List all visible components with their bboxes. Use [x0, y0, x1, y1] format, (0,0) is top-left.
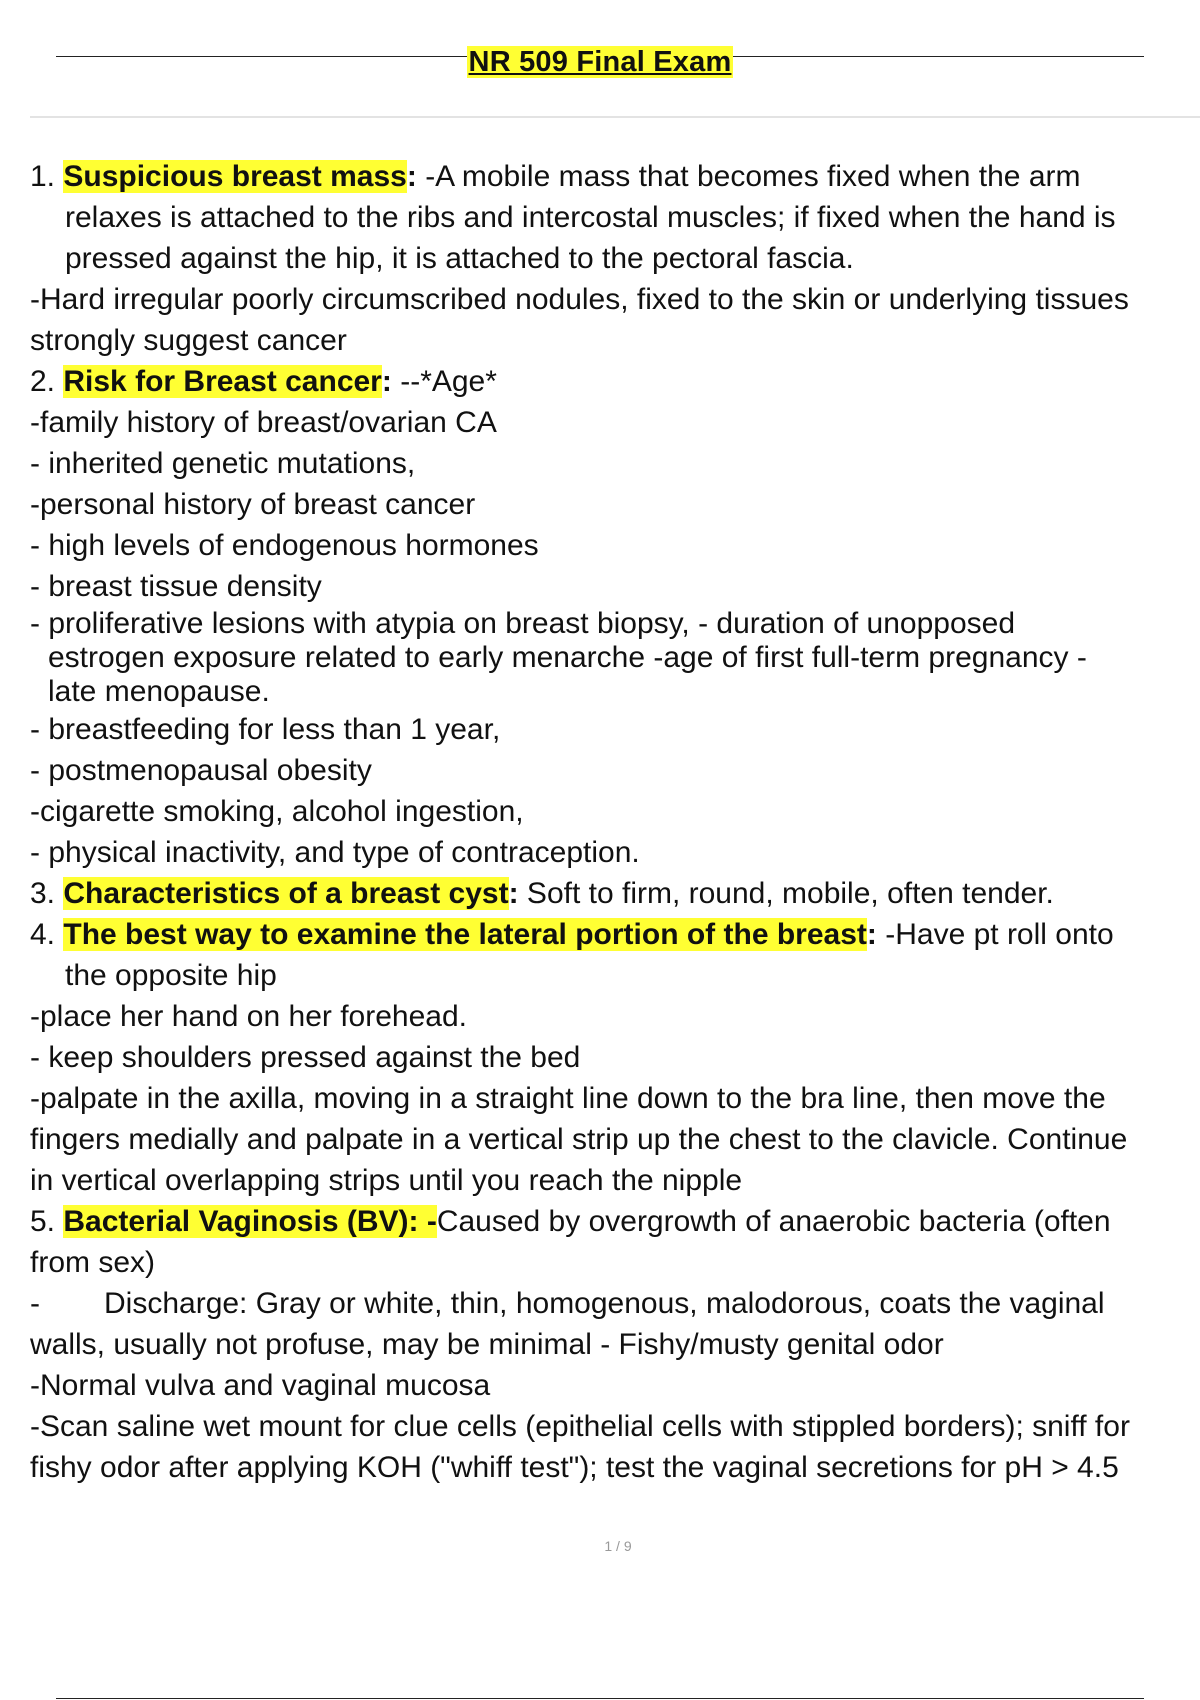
q1-line-1: 1. Suspicious breast mass: -A mobile mass that becomes fixed when the arm [30, 160, 1081, 193]
q1-line-3: pressed against the hip, it is attached to the pectoral fascia. [65, 242, 854, 275]
q2-item: - inherited genetic mutations, [30, 447, 416, 480]
q5-item: fishy odor after applying KOH ("whiff test"); test the vaginal secretions for pH > 4.5 [30, 1451, 1119, 1484]
header-separator [30, 116, 1200, 118]
q5-item: -Normal vulva and vaginal mucosa [30, 1369, 491, 1402]
q4-line-1: 4. The best way to examine the lateral portion of the breast: -Have pt roll onto [30, 918, 1114, 951]
q2-item: - breast tissue density [30, 570, 322, 603]
q5-line-3: - Discharge: Gray or white, thin, homogenous, malodorous, coats the vaginal [30, 1287, 1105, 1320]
q4-heading: The best way to examine the lateral portion of the breast [63, 918, 867, 951]
q2-heading: Risk for Breast cancer [63, 365, 382, 398]
page-title [56, 46, 1144, 86]
q1-line-5: strongly suggest cancer [30, 324, 347, 357]
q2-item: - physical inactivity, and type of contraception. [30, 836, 640, 869]
q5-heading: Bacterial Vaginosis (BV): - [63, 1205, 437, 1238]
q2-item: - proliferative lesions with atypia on breast biopsy, - duration of unopposed [30, 607, 1016, 640]
q2-item: -personal history of breast cancer [30, 488, 476, 521]
q2-item: -family history of breast/ovarian CA [30, 406, 497, 439]
document-body [30, 156, 1200, 1488]
q2-line-1: 2. Risk for Breast cancer: --*Age* [30, 365, 497, 398]
q5-item: walls, usually not profuse, may be minimal - Fishy/musty genital odor [30, 1328, 944, 1361]
q4-line-2: the opposite hip [65, 959, 277, 992]
q4-item: -place her hand on her forehead. [30, 1000, 467, 1033]
page-number: 1 / 9 [604, 1538, 632, 1554]
q2-item: -cigarette smoking, alcohol ingestion, [30, 795, 524, 828]
q3-line-1: 3. Characteristics of a breast cyst: Soft to firm, round, mobile, often tender. [30, 877, 1054, 910]
bottom-rule [56, 1698, 1144, 1699]
page-title-text: NR 509 Final Exam [468, 46, 732, 78]
q5-item: -Scan saline wet mount for clue cells (epithelial cells with stippled borders); sniff for [30, 1410, 1130, 1443]
q4-item: -palpate in the axilla, moving in a straight line down to the bra line, then move the [30, 1082, 1106, 1115]
q4-item: - keep shoulders pressed against the bed [30, 1041, 581, 1074]
q1-heading: Suspicious breast mass [63, 160, 407, 193]
q2-item-cont: estrogen exposure related to early menarche -age of first full-term pregnancy - [48, 641, 1087, 674]
q2-item: - high levels of endogenous hormones [30, 529, 539, 562]
q5-line-2: from sex) [30, 1246, 156, 1279]
q4-item: fingers medially and palpate in a vertical strip up the chest to the clavicle. Continue [30, 1123, 1128, 1156]
q5-line-1: 5. Bacterial Vaginosis (BV): -Caused by overgrowth of anaerobic bacteria (often [30, 1205, 1111, 1238]
q2-item-cont: late menopause. [48, 675, 270, 708]
q1-line-2: relaxes is attached to the ribs and intercostal muscles; if fixed when the hand is [65, 201, 1116, 234]
q1-line-4: -Hard irregular poorly circumscribed nodules, fixed to the skin or underlying tissues [30, 283, 1129, 316]
q3-heading: Characteristics of a breast cyst [63, 877, 509, 910]
q2-item: - postmenopausal obesity [30, 754, 372, 787]
q2-item: - breastfeeding for less than 1 year, [30, 713, 501, 746]
q4-item: in vertical overlapping strips until you reach the nipple [30, 1164, 743, 1197]
